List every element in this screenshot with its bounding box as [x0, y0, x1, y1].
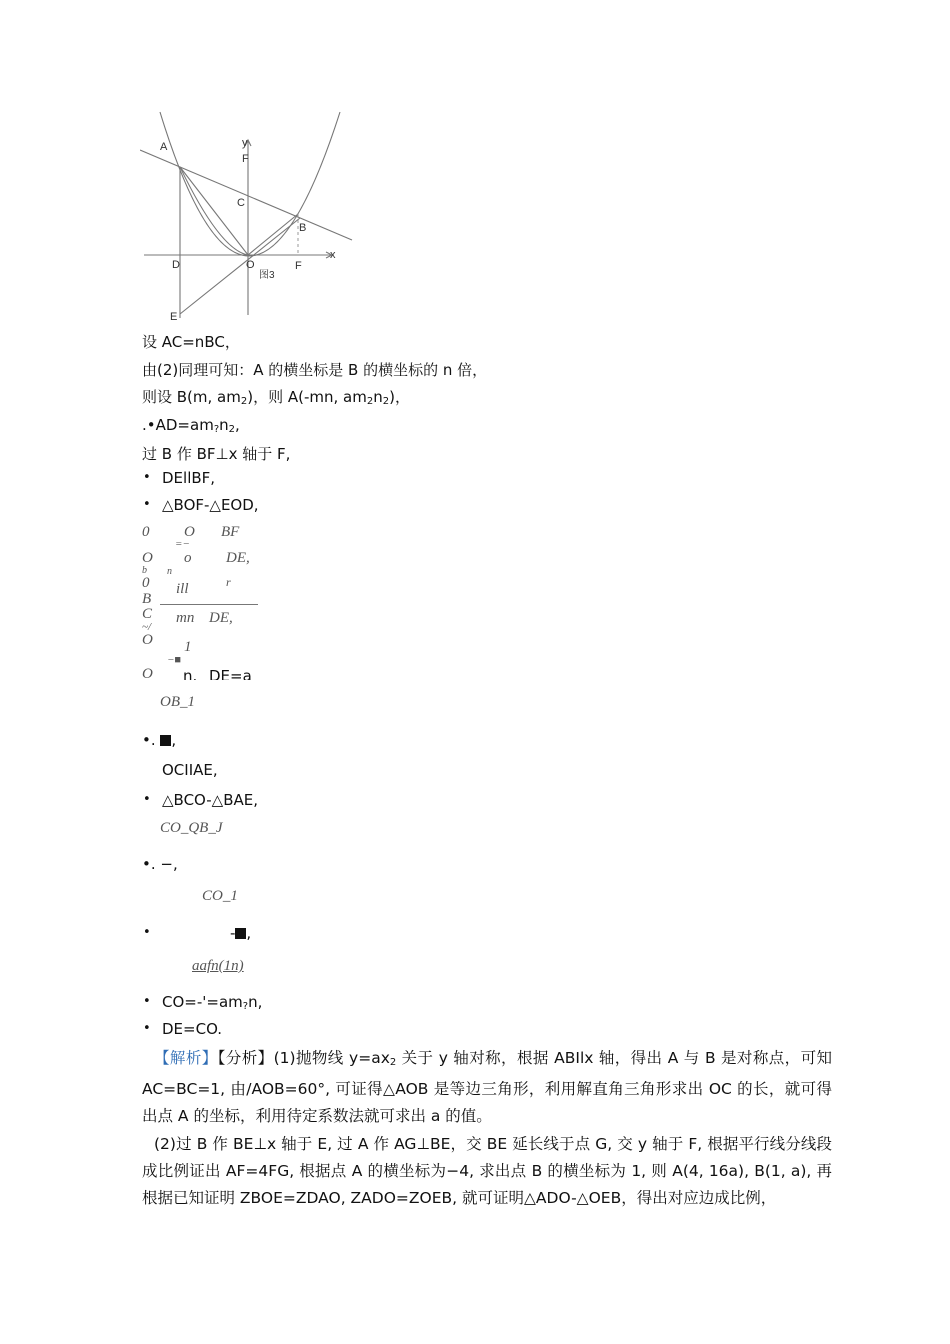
text-line-2: 由(2)同理可知：A 的横坐标是 B 的横坐标的 n 倍，: [142, 361, 488, 379]
garbled-text: =−: [175, 538, 190, 550]
bullet-4-text: OCIIAE,: [162, 761, 218, 779]
garbled-text: ~/: [142, 621, 152, 633]
geometry-figure: [140, 110, 360, 325]
label-x: x: [330, 249, 336, 261]
fraction-bar: [160, 604, 258, 605]
garbled-text: 1: [184, 639, 192, 655]
garbled-text: DE,: [226, 550, 250, 566]
text-line-1: 设 AC=nBC，: [142, 333, 240, 351]
label-B: B: [299, 222, 307, 234]
bullet-dot: •: [143, 470, 151, 485]
garbled-text: B: [142, 591, 152, 607]
garbled-text: OB_1: [160, 694, 195, 710]
garbled-text: 0: [142, 524, 150, 540]
text-line-5: 过 B 作 BF⊥x 轴于 F,: [142, 445, 291, 463]
label-C: C: [237, 197, 245, 209]
text-line-3: 则设 B(m, $am_2$)，则 A(-mn, $am_2n_2$)，: [142, 388, 410, 407]
garbled-text: DE,: [209, 610, 233, 626]
garbled-text: O: [142, 550, 153, 566]
garbled-text: DE=a: [209, 667, 252, 680]
square-mark: [160, 735, 171, 746]
garbled-text: BF: [221, 524, 240, 540]
garbled-text: CO_1: [202, 888, 238, 904]
label-A: A: [160, 141, 168, 153]
label-D: D: [172, 259, 180, 271]
bullet-dot: •: [143, 925, 151, 940]
garbled-text: r: [226, 575, 231, 589]
bullet-3: •. ,: [142, 731, 177, 749]
garbled-text: n: [167, 566, 172, 574]
garbled-text: b: [142, 565, 147, 573]
bullet-2-text: △BOF-△EOD,: [162, 496, 259, 514]
bullet-dot: •: [143, 792, 151, 807]
label-E: E: [170, 311, 178, 323]
bullet-dot: •: [143, 1021, 151, 1036]
text-line-4: $.•AD=am_?n_2$,: [142, 416, 240, 435]
analysis-paragraph-2: (2)过 B 作 BE⊥x 轴于 E, 过 A 作 AG⊥BE，交 BE 延长线于点 G, 交 y 轴于 F, 根据平行线分线段成比例证出 AF=4FG, 根据点 A 的横坐标为−4, 求出点 B 的横坐标为 1, 则 A(4, 16a), B(1, a), 再根据已知证明 ZBOE=ZDAO, ZADO=ZOEB, 就可证明△ADO-△OEB，得出对应边成比例，: [142, 1135, 832, 1207]
garbled-text: 0: [142, 575, 150, 591]
label-O: O: [246, 259, 255, 271]
garbled-text: O: [142, 632, 153, 648]
analysis-paragraph-1: 【解析】【分析】(1)抛物线 $y=ax_2$ 关于 y 轴对称，根据 ABIlx 轴，得出 A 与 B 是对称点，可知 AC=BC=1, 由/AOB=60°, 可证得△AOB 是等边三角形，利用解直角三角形求出 OC 的长，就可得出点 A 的坐标，利用待定系数法就可求出 a 的值。: [142, 1049, 832, 1125]
analysis-tag: 【解析】: [154, 1049, 218, 1067]
garbled-text: O: [184, 524, 195, 540]
bullet-1-text: DEllBF,: [162, 469, 216, 487]
garbled-text: mn: [176, 610, 195, 626]
label-caption: 图3: [259, 270, 275, 281]
garbled-text: n.: [183, 667, 198, 680]
garbled-text: C: [142, 606, 153, 622]
garbled-text: ill: [176, 581, 189, 597]
label-y: y: [242, 137, 248, 149]
garbled-text: aafn(1n): [192, 958, 244, 974]
square-mark: [235, 928, 246, 939]
garbled-text: CO_QB_J: [160, 820, 223, 836]
bullet-dot: •: [143, 497, 151, 512]
bullet-7: - ,: [230, 924, 252, 942]
bullet-8: $CO=-'=am_?n$,: [162, 993, 263, 1012]
bullet-5-text: △BCO-△BAE,: [162, 791, 259, 809]
bullet-9-text: DE=CO.: [162, 1020, 223, 1038]
garbled-text: o: [184, 550, 192, 566]
garbled-text: −■: [167, 654, 182, 666]
garbled-text: O: [142, 666, 153, 682]
label-F-axis: F: [242, 153, 249, 165]
label-F: F: [295, 260, 302, 272]
bullet-dot: •: [143, 994, 151, 1009]
bullet-6-text: •. −,: [142, 855, 178, 873]
